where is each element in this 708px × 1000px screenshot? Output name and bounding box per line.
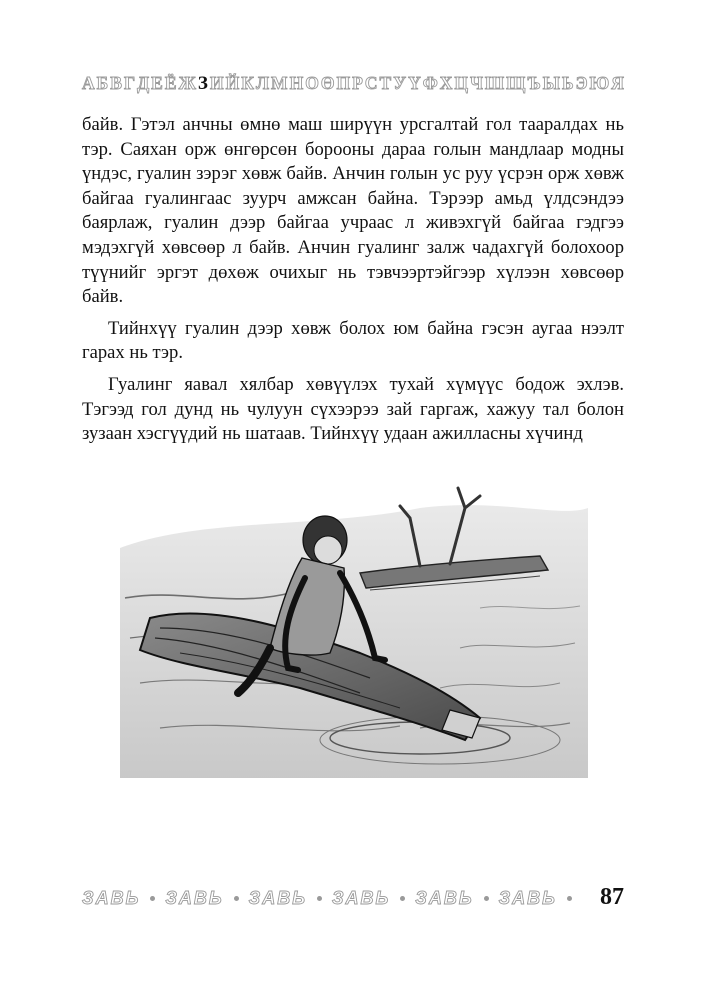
alphabet-letter: Ч xyxy=(470,72,483,93)
footer xyxy=(82,884,624,914)
alphabet-letter: Ү xyxy=(408,72,421,93)
alphabet-letter: Ы xyxy=(542,72,560,93)
alphabet-letter: Р xyxy=(352,72,363,93)
alphabet-letter: Е xyxy=(151,72,163,93)
dot-separator-icon xyxy=(484,896,489,901)
alphabet-letter: С xyxy=(364,72,378,93)
alphabet-letter: Т xyxy=(379,72,392,93)
alphabet-letter: О xyxy=(305,72,319,93)
dot-separator-icon xyxy=(234,896,239,901)
alphabet-letter: Ю xyxy=(589,72,610,93)
alphabet-letter: Ё xyxy=(164,72,177,93)
paragraph-3: Гуалинг яавал хялбар хөвүүлэх тухай хүмүүс бодож эхлэв. Тэгээд гол дунд нь чулуун сүхээрээ зай гаргаж, хажуу тал болон зузаан хэсгүүдий нь шатаав. Тийнхүү удаан ажилласны хүчинд xyxy=(82,373,624,445)
alphabet-letter: Ф xyxy=(422,72,438,93)
alphabet-header xyxy=(82,74,624,93)
illustration-boy-on-log xyxy=(120,478,588,778)
dot-separator-icon xyxy=(400,896,405,901)
alphabet-letter: Ъ xyxy=(527,72,541,93)
paragraph-2: Тийнхүү гуалин дээр хөвж болох юм байна гэсэн аугаа нээлт гарах нь тэр. xyxy=(82,317,624,364)
alphabet-letter: И xyxy=(209,72,224,93)
alphabet-letter: Б xyxy=(96,72,109,93)
footer-word: ЗАВЬ xyxy=(498,888,557,908)
alphabet-letter: Ө xyxy=(320,72,335,93)
alphabet-letter: Щ xyxy=(506,72,526,93)
footer-word: ЗАВЬ xyxy=(82,888,141,908)
alphabet-letter: Ш xyxy=(484,72,505,93)
alphabet-letter: П xyxy=(336,72,351,93)
alphabet-letter: Г xyxy=(123,72,136,93)
alphabet-letter: Д xyxy=(137,72,150,93)
footer-repeated-title xyxy=(82,888,572,909)
alphabet-letter: Я xyxy=(611,72,624,93)
footer-word: ЗАВЬ xyxy=(165,888,224,908)
dot-separator-icon xyxy=(567,896,572,901)
alphabet-letter: Л xyxy=(255,72,269,93)
dot-separator-icon xyxy=(150,896,155,901)
alphabet-letter: У xyxy=(393,72,407,93)
body-text xyxy=(82,113,624,454)
alphabet-letter: В xyxy=(110,72,122,93)
alphabet-letter: Ж xyxy=(178,72,196,93)
alphabet-letter: Х xyxy=(439,72,453,93)
alphabet-letter-active: З xyxy=(197,73,208,94)
footer-word: ЗАВЬ xyxy=(248,888,307,908)
footer-word: ЗАВЬ xyxy=(331,888,391,908)
alphabet-letter: Н xyxy=(289,72,304,93)
alphabet-letter: Й xyxy=(225,72,240,93)
footer-word: ЗАВЬ xyxy=(415,888,474,908)
alphabet-letter: М xyxy=(271,72,288,93)
alphabet-letter: К xyxy=(241,72,254,93)
paragraph-1: байв. Гэтэл анчны өмнө маш ширүүн урсгалтай гол тааралдах нь тэр. Саяхан орж өнгөрсөн борооны дараа голын мандлаар модны үндэс, гуалин зэрэг хөвж байв. Анчин голын ус руу үсрэн орж хөвж байгаа гуалингаас зуурч амжсан байна. Тэрээр амьд үлдсэндээ баярлаж, гуалин дээр байгаа учраас л живэхгүй байгаа гэдгээ мэдэхгүй хөвсөөр л байв. Анчин гуалинг залж чадахгүй болохоор түүнийг эргэт дөхөж очихыг нь тэвчээртэйгээр хүлээн хөвсөөр байв. xyxy=(82,114,624,308)
page-number: 87 xyxy=(600,884,624,910)
alphabet-letter: А xyxy=(82,72,95,93)
alphabet-letter: Э xyxy=(575,72,588,93)
dot-separator-icon xyxy=(317,896,322,901)
alphabet-letter: Ц xyxy=(454,72,469,93)
alphabet-letter: Ь xyxy=(562,72,574,93)
